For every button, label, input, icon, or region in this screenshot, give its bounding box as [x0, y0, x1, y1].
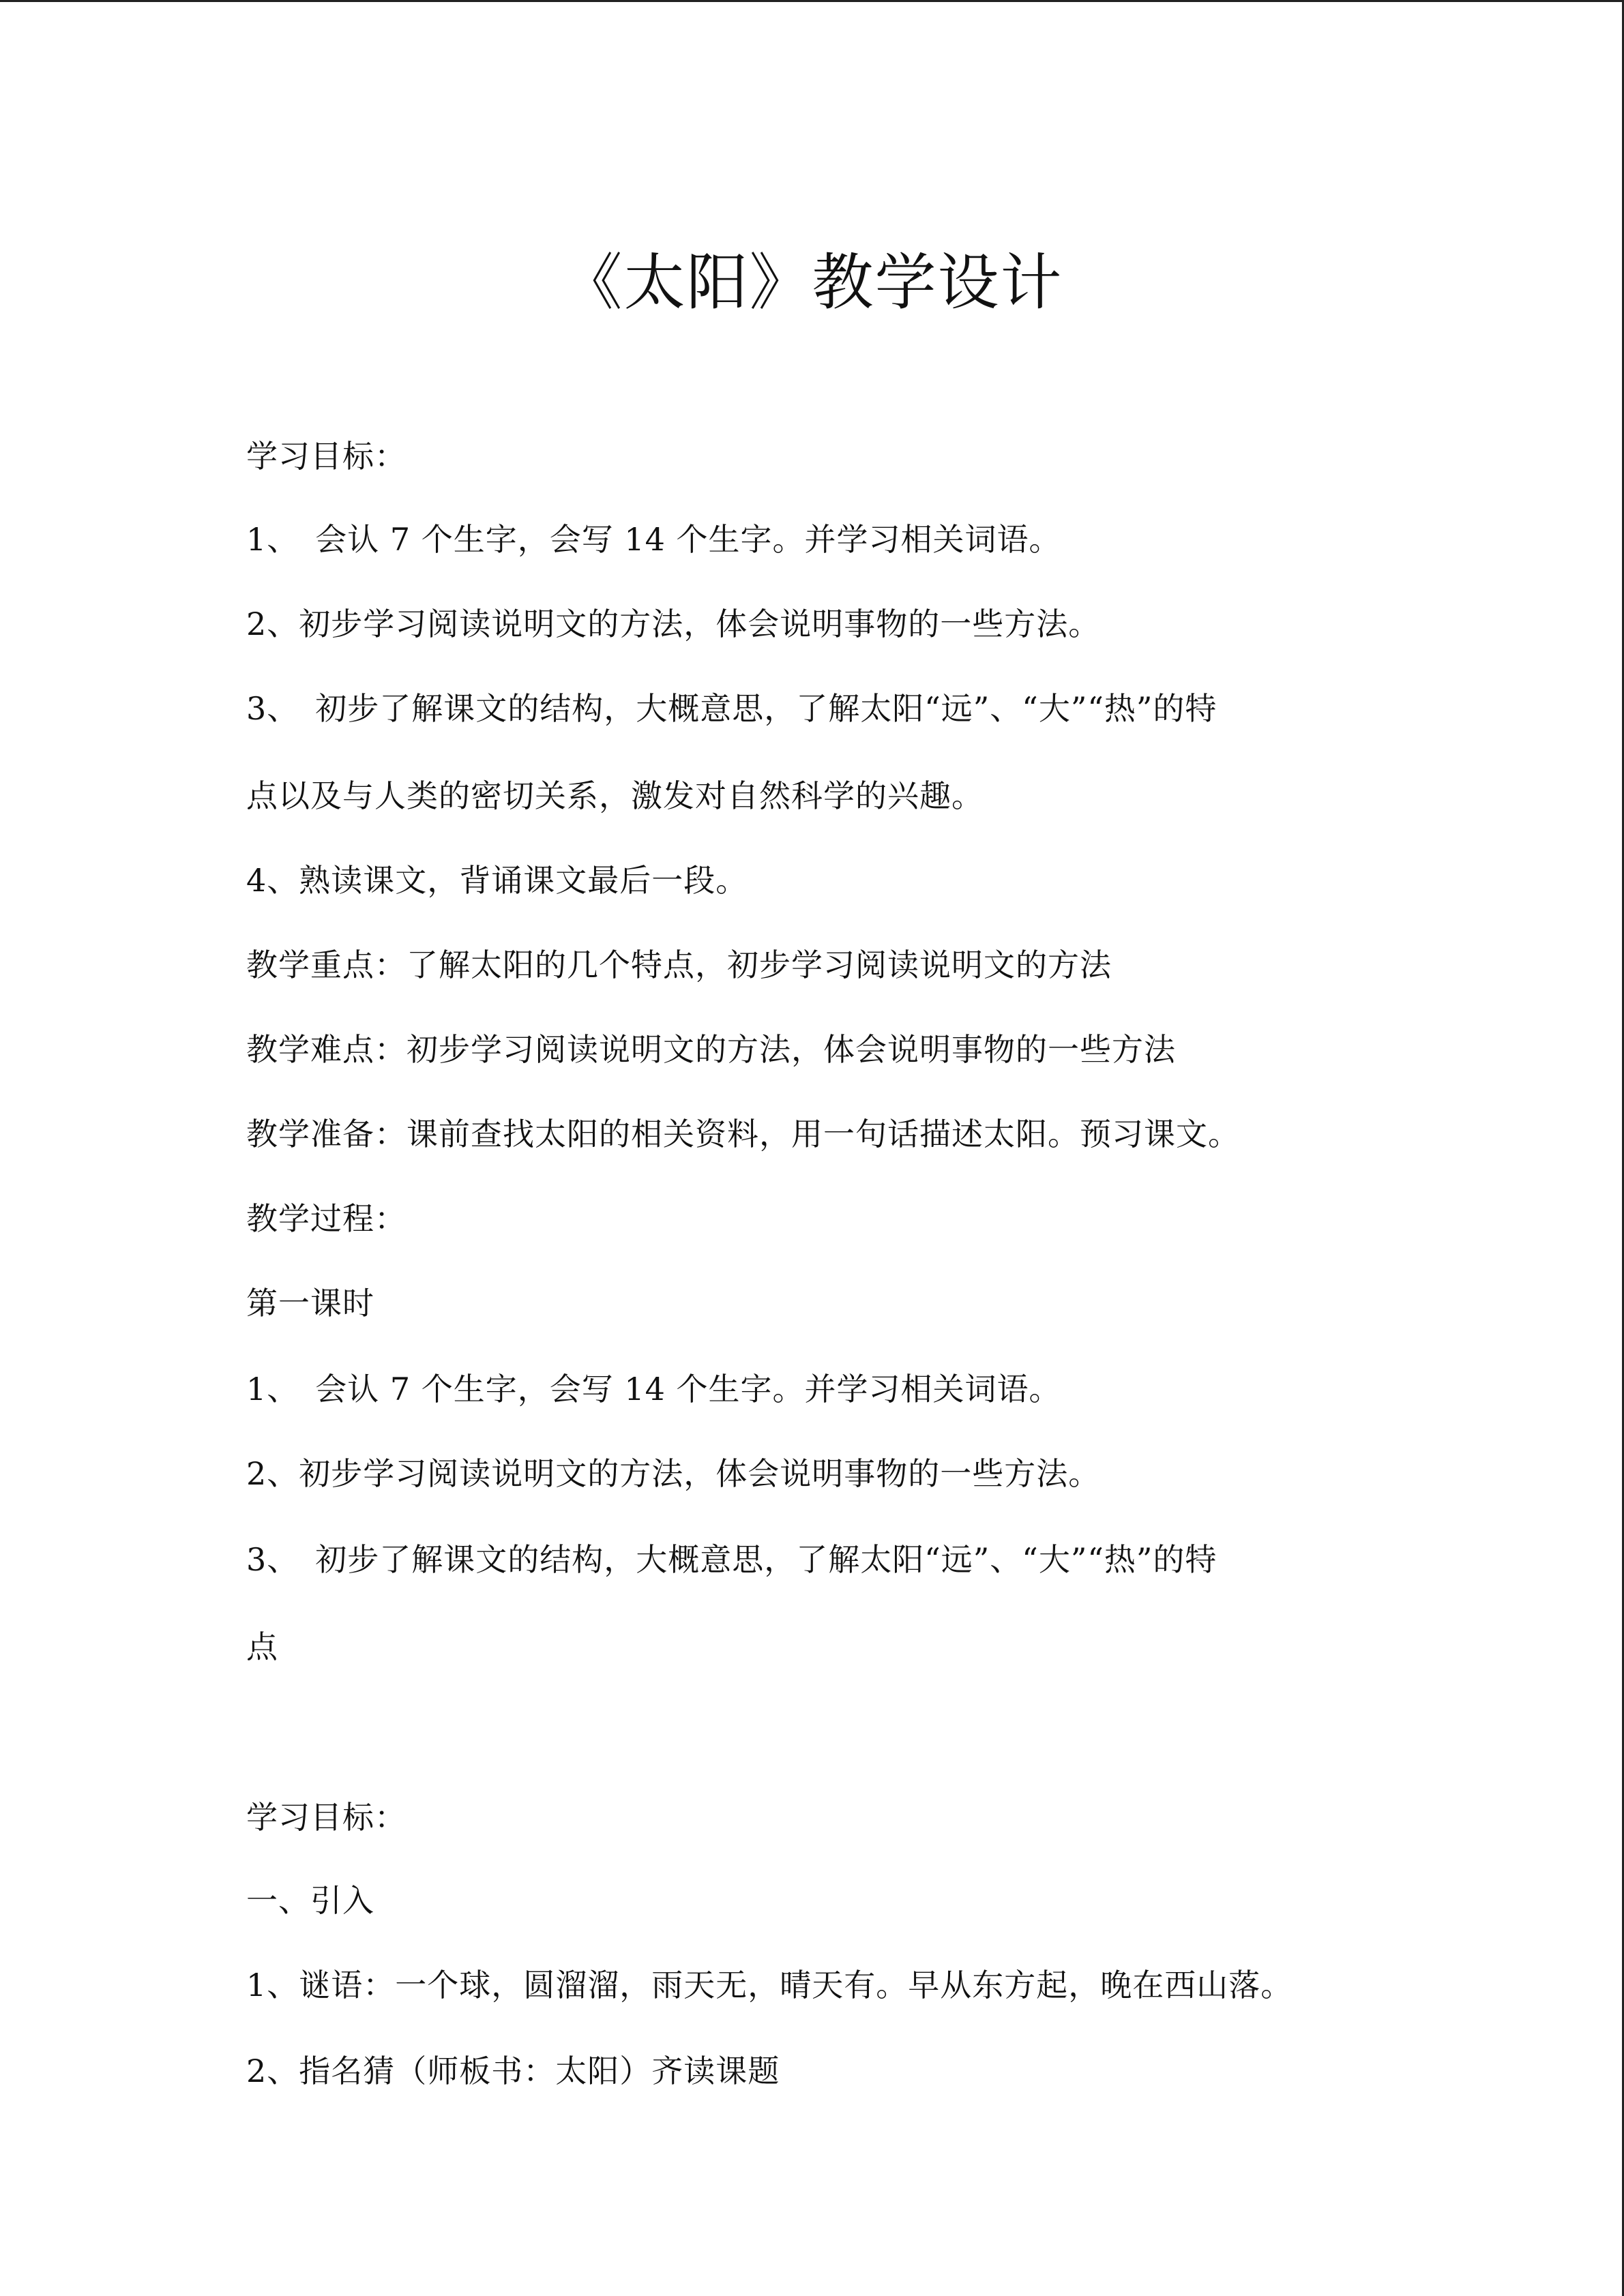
lesson-goal-item-1: 1、 会认 7 个生字，会写 14 个生字。并学习相关词语。: [246, 1371, 1061, 1407]
goal-item-2: 2、初步学习阅读说明文的方法，体会说明事物的一些方法。: [246, 606, 1101, 642]
goal-item-3: 3、 初步了解课文的结构，大概意思，了解太阳“远”、“大”“热”的特: [246, 690, 1217, 727]
introduction-heading: 一、引入: [246, 1882, 374, 1919]
teaching-focus: 教学重点：了解太阳的几个特点，初步学习阅读说明文的方法: [246, 946, 1112, 983]
guess-item: 2、指名猜（师板书：太阳）齐读课题: [246, 2053, 780, 2089]
goal-item-3-continued: 点以及与人类的密切关系，激发对自然科学的兴趣。: [246, 777, 984, 814]
document-title: 《太阳》教学设计: [561, 247, 1063, 318]
lesson-goal-item-2: 2、初步学习阅读说明文的方法，体会说明事物的一些方法。: [246, 1455, 1101, 1492]
goal-item-1: 1、 会认 7 个生字，会写 14 个生字。并学习相关词语。: [246, 521, 1061, 558]
teaching-process-heading: 教学过程：: [246, 1200, 407, 1237]
section-heading-learning-goals-2: 学习目标：: [246, 1799, 407, 1836]
riddle-item: 1、谜语：一个球，圆溜溜，雨天无，晴天有。早从东方起，晚在西山落。: [246, 1967, 1293, 2003]
teaching-difficulty: 教学难点：初步学习阅读说明文的方法，体会说明事物的一些方法: [246, 1031, 1176, 1068]
section-heading-learning-goals: 学习目标：: [246, 438, 407, 475]
teaching-preparation: 教学准备：课前查找太阳的相关资料，用一句话描述太阳。预习课文。: [246, 1116, 1240, 1152]
first-lesson-heading: 第一课时: [246, 1285, 374, 1322]
lesson-goal-item-3: 3、 初步了解课文的结构，大概意思，了解太阳“远”、“大”“热”的特: [246, 1541, 1217, 1578]
goal-item-4: 4、熟读课文，背诵课文最后一段。: [246, 862, 748, 899]
lesson-goal-item-3-continued: 点: [246, 1628, 278, 1665]
